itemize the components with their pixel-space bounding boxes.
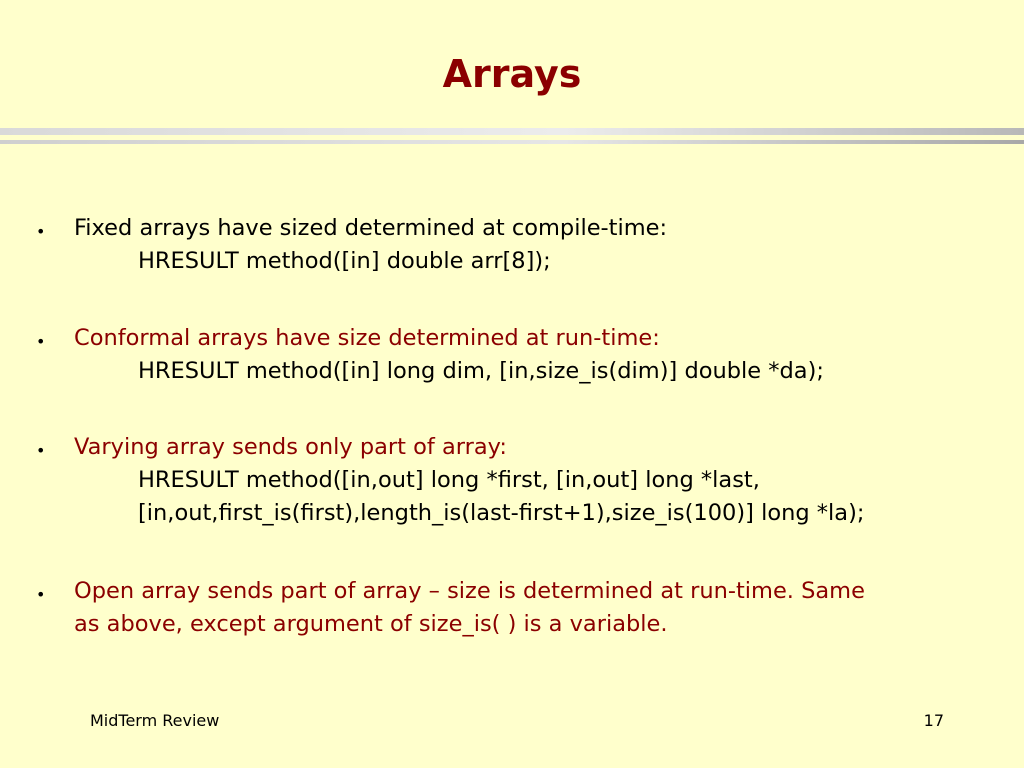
bullet-marker: • — [36, 222, 46, 241]
bullet-text: as above, except argument of size_is( ) is a variable. — [74, 611, 668, 637]
footer-title: MidTerm Review — [90, 711, 220, 730]
code-line: HRESULT method([in,out] long *first, [in,out] long *last, — [138, 467, 760, 493]
code-line: HRESULT method([in] long dim, [in,size_is(dim)] double *da); — [138, 358, 824, 384]
bullet-text: Conformal arrays have size determined at run-time: — [74, 325, 660, 351]
code-line: HRESULT method([in] double arr[8]); — [138, 248, 551, 274]
bullet-text: Varying array sends only part of array: — [74, 434, 507, 460]
slide-title: Arrays — [442, 52, 582, 96]
bullet-marker: • — [36, 332, 46, 351]
code-line: [in,out,first_is(first),length_is(last-first+1),size_is(100)] long *la); — [138, 500, 865, 526]
bullet-text: Open array sends part of array – size is determined at run-time. Same — [74, 578, 865, 604]
bullet-marker: • — [36, 585, 46, 604]
bullet-marker: • — [36, 441, 46, 460]
page-number: 17 — [923, 711, 944, 730]
bullet-text: Fixed arrays have sized determined at compile-time: — [74, 215, 668, 241]
